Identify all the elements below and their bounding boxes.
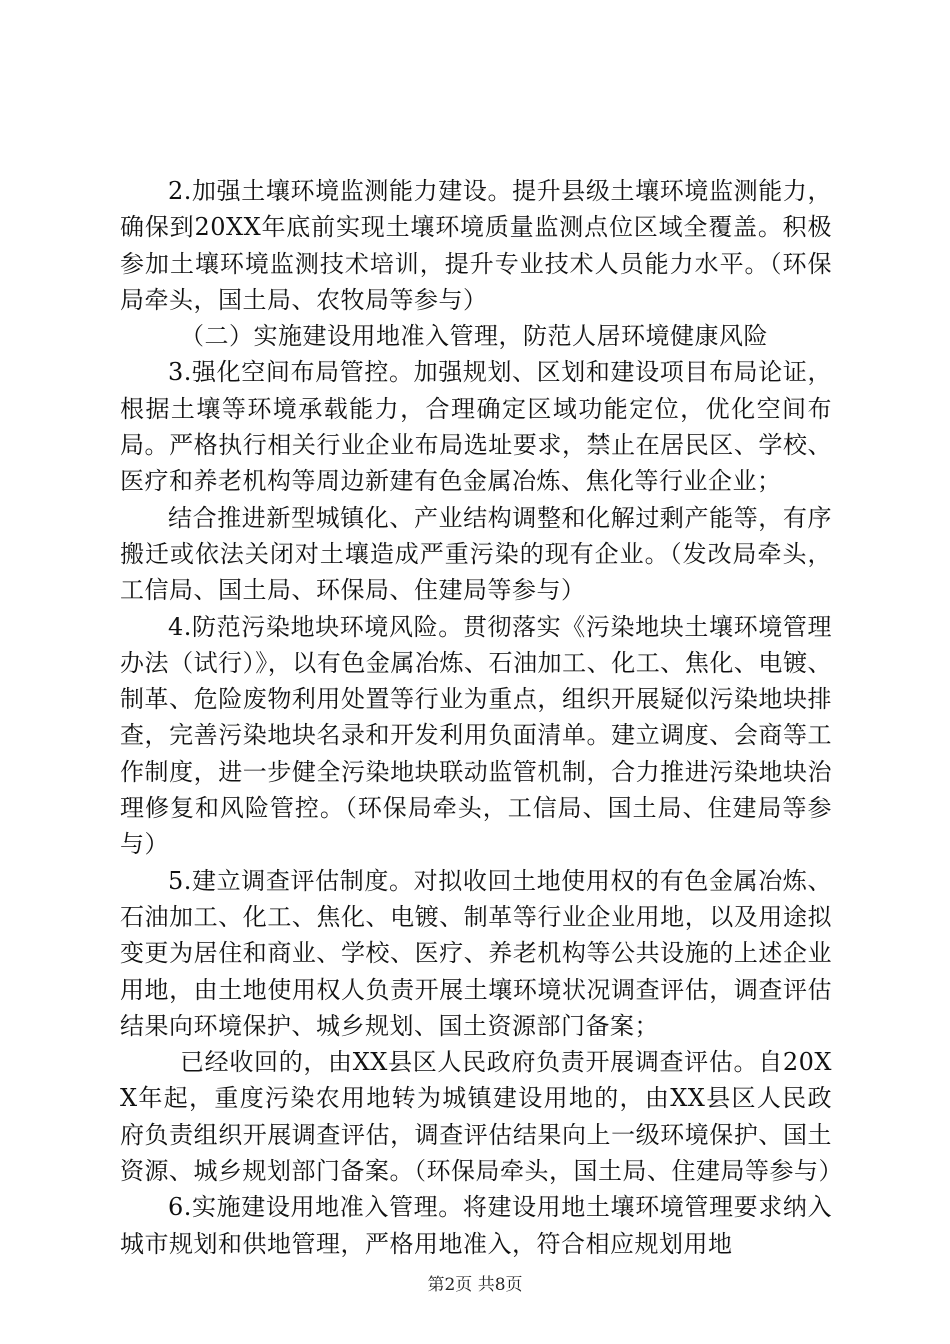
paragraph-land-access-management: 6.实施建设用地准入管理。将建设用地土壤环境管理要求纳入城市规划和供地管理，严格用地准入，符合相应规划用地 (120, 1193, 832, 1258)
section-heading-land-access: （二）实施建设用地准入管理，防范人居环境健康风险 (180, 322, 768, 351)
paragraph-investigation-system: 5.建立调查评估制度。对拟收回土地使用权的有色金属冶炼、石油加工、化工、焦化、电镀、制革等行业企业用地，以及用途拟变更为居住和商业、学校、医疗、养老机构等公共设施的上述企业用地，由土地使用权人负责开展土壤环境状况调查评估，调查评估结果向环境保护、城乡规划、国土资源部门备案； (120, 866, 832, 1040)
paragraph-contaminated-sites: 4.防范污染地块环境风险。贯彻落实《污染地块土壤环境管理办法（试行）》，以有色金属冶炼、石油加工、化工、焦化、电镀、制革、危险废物利用处置等行业为重点，组织开展疑似污染地块排查，完善污染地块名录和开发利用负面清单。建立调度、会商等工作制度，进一步健全污染地块联动监管机制，合力推进污染地块治理修复和风险管控。（环保局牵头，工信局、国土局、住建局等参与） (120, 612, 832, 859)
document-body (120, 173, 843, 1262)
paragraph-soil-monitoring: 2.加强土壤环境监测能力建设。提升县级土壤环境监测能力，确保到20XX年底前实现土壤环境质量监测点位区域全覆盖。积极参加土壤环境监测技术培训，提升专业技术人员能力水平。（环保局牵头，国土局、农牧局等参与） (120, 177, 832, 314)
paragraph-spatial-layout: 3.强化空间布局管控。加强规划、区划和建设项目布局论证，根据土壤等环境承载能力，合理确定区域功能定位，优化空间布局。严格执行相关行业企业布局选址要求，禁止在居民区、学校、医疗和养老机构等周边新建有色金属冶炼、焦化等行业企业； (120, 358, 832, 496)
paragraph-relocation: 结合推进新型城镇化、产业结构调整和化解过剩产能等，有序搬迁或依法关闭对土壤造成严重污染的现有企业。（发改局牵头，工信局、国土局、环保局、住建局等参与） (120, 503, 832, 605)
page-footer: 第2页 共8页 (427, 1275, 523, 1295)
paragraph-recovered-land: 已经收回的，由XX县区人民政府负责开展调查评估。自20XX年起，重度污染农用地转为城镇建设用地的，由XX县区人民政府负责组织开展调查评估，调查评估结果向上一级环境保护、国土资源、城乡规划部门备案。（环保局牵头，国土局、住建局等参与） (120, 1048, 843, 1186)
